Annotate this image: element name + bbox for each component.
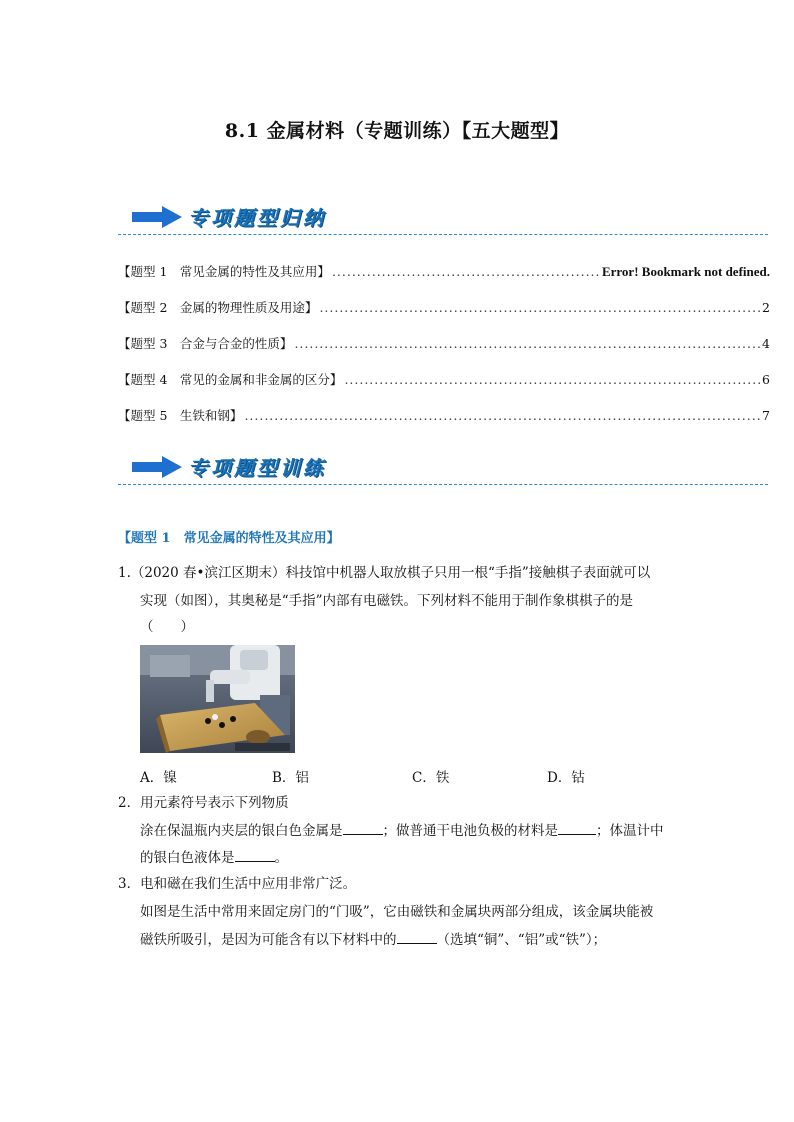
- toc-leader-dots: [344, 372, 760, 387]
- q1-option-a[interactable]: A．镍: [140, 770, 177, 786]
- toc-leader-dots: [244, 408, 760, 423]
- arrow-right-icon: [132, 456, 182, 478]
- answer-blank[interactable]: [558, 820, 596, 835]
- section-header-summary: [118, 200, 768, 240]
- answer-blank[interactable]: [397, 929, 437, 944]
- toc-item-text: 【题型 1 常见金属的特性及其应用】: [118, 264, 330, 279]
- question-type-heading: 【题型 1 常见金属的特性及其应用】: [118, 531, 340, 546]
- dashed-divider: [118, 234, 768, 235]
- q3-line2: 如图是生活中常用来固定房门的“门吸”，它由磁铁和金属块两部分组成，该金属块能被: [140, 904, 654, 920]
- toc-item-3[interactable]: [118, 334, 770, 354]
- q3-line3: [140, 929, 606, 950]
- answer-blank[interactable]: [343, 820, 383, 835]
- q3-line1: 3．电和磁在我们生活中应用非常广泛。: [118, 876, 357, 892]
- q2-line3: [140, 847, 288, 868]
- toc-item-5[interactable]: [118, 406, 770, 426]
- toc-item-page: 2: [762, 300, 770, 315]
- toc-item-page: 7: [762, 408, 770, 423]
- dashed-divider: [118, 484, 768, 485]
- arrow-right-icon: [132, 206, 182, 228]
- section-label: 专项题型归纳: [188, 206, 326, 230]
- robot-chess-photo: [140, 645, 295, 753]
- toc-leader-dots: [294, 336, 760, 351]
- q1-line1: 1.（2020 春•滨江区期末）科技馆中机器人取放棋子只用一根“手指”接触棋子表面就可以: [118, 565, 651, 581]
- toc-leader-dots: [319, 300, 760, 315]
- toc-item-1[interactable]: [118, 262, 770, 282]
- q2-text: 的银白色液体是: [140, 850, 235, 866]
- toc-item-text: 【题型 2 金属的物理性质及用途】: [118, 300, 318, 315]
- q1-option-d[interactable]: D．钴: [547, 770, 585, 786]
- q1-option-c[interactable]: C．铁: [412, 770, 450, 786]
- q3-text: （选填“铜”、“铝”或“铁”）；: [436, 932, 607, 948]
- page-title: 8.1 金属材料（专题训练）【五大题型】: [224, 120, 570, 142]
- q2-text: ；做普通干电池负极的材料是: [382, 823, 558, 839]
- q1-answer-bracket: （ ）: [140, 619, 194, 635]
- toc-item-2[interactable]: [118, 298, 770, 318]
- toc-item-text: 【题型 3 合金与合金的性质】: [118, 336, 293, 351]
- toc-leader-dots: [332, 264, 600, 279]
- section-label: 专项题型训练: [188, 456, 326, 480]
- toc-item-text: 【题型 4 常见的金属和非金属的区分】: [118, 372, 343, 387]
- toc-item-4[interactable]: [118, 370, 770, 390]
- toc-item-page: 4: [762, 336, 770, 351]
- toc-item-page: Error! Bookmark not defined.: [601, 264, 770, 279]
- q2-text: 。: [274, 850, 288, 866]
- q1-line2: 实现（如图），其奥秘是“手指”内部有电磁铁。下列材料不能用于制作象棋棋子的是: [140, 593, 634, 609]
- q2-text: ；体温计中: [596, 823, 664, 839]
- q2-line2: [140, 820, 664, 841]
- q1-option-b[interactable]: B．铝: [272, 770, 309, 786]
- section-header-training: [118, 450, 768, 490]
- toc-item-page: 6: [762, 372, 770, 387]
- q3-text: 磁铁所吸引，是因为可能含有以下材料中的: [140, 932, 397, 948]
- q2-text: 涂在保温瓶内夹层的银白色金属是: [140, 823, 343, 839]
- answer-blank[interactable]: [235, 847, 275, 862]
- toc-item-text: 【题型 5 生铁和钢】: [118, 408, 243, 423]
- q2-line1: 2．用元素符号表示下列物质: [118, 795, 289, 811]
